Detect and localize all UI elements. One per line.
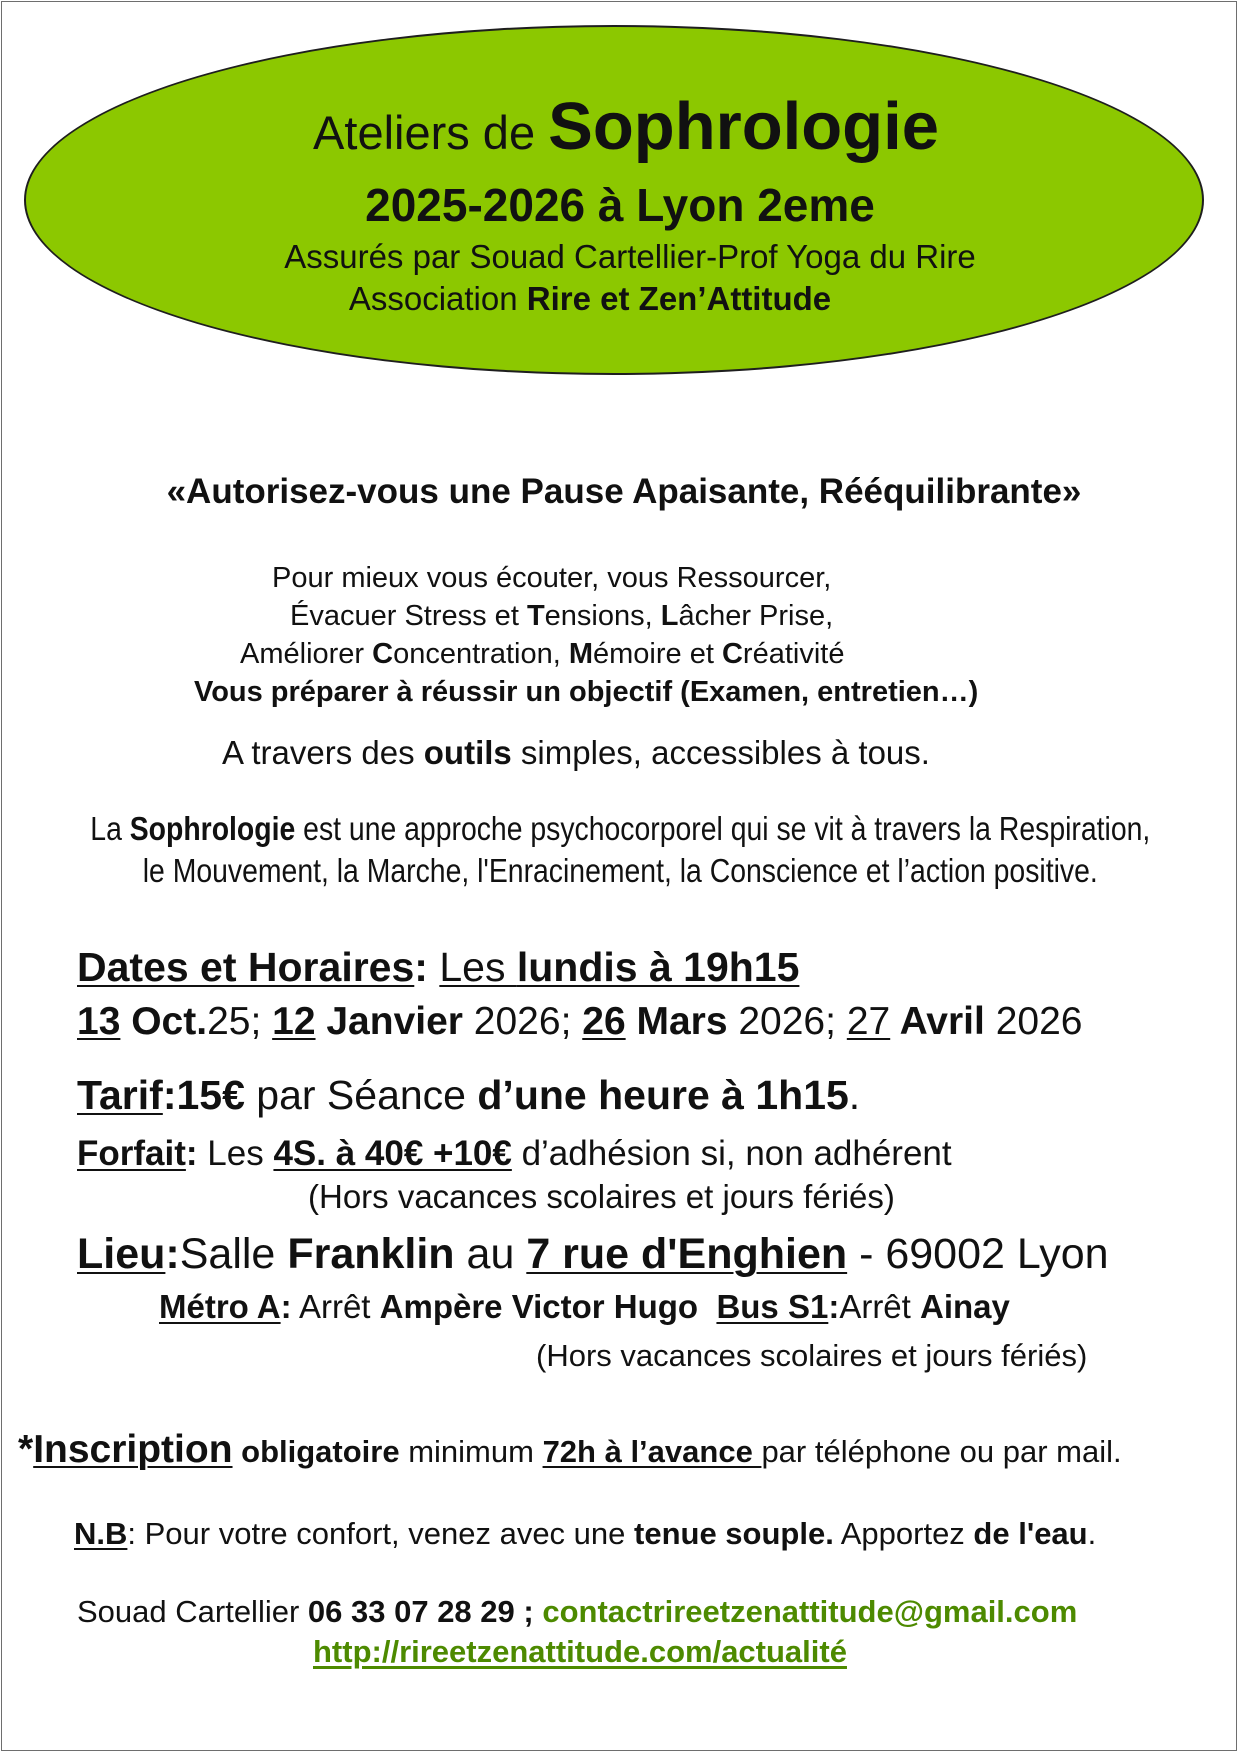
benefit-line-2 xyxy=(290,600,833,633)
date-month: Avril xyxy=(890,1000,985,1043)
date-number: 13 xyxy=(77,1000,121,1043)
benefit-line-3 xyxy=(240,638,844,671)
text: minimum xyxy=(399,1434,543,1469)
title-main: Sophrologie xyxy=(548,89,939,164)
text: âcher Prise, xyxy=(678,600,834,632)
text: M xyxy=(568,638,594,670)
text: par téléphone ou par mail. xyxy=(761,1434,1122,1469)
nb-line xyxy=(74,1516,1096,1552)
text: Arrêt xyxy=(839,1288,920,1325)
date-month: Oct. xyxy=(120,1000,208,1043)
inscription-label: Inscription xyxy=(33,1428,233,1471)
text: au xyxy=(454,1230,527,1278)
benefit-line-1: Pour mieux vous écouter, vous Ressourcer, xyxy=(272,562,832,594)
inscription-line xyxy=(18,1428,1122,1472)
text xyxy=(698,1288,716,1325)
nb-label: N.B xyxy=(74,1516,128,1551)
text: : xyxy=(162,1072,177,1118)
tarif-line xyxy=(77,1072,860,1119)
text: 2026 xyxy=(984,1000,1083,1043)
bus-label: Bus S1 xyxy=(716,1288,829,1325)
text: réativité xyxy=(742,638,845,670)
text: le Mouvement, la Marche, l'Enracinement, la Conscience et l’action positive. xyxy=(142,852,1098,889)
text: 2026; xyxy=(727,1000,847,1043)
text: : xyxy=(280,1288,292,1325)
metro-stop: Ampère Victor Hugo xyxy=(379,1288,699,1325)
lieu-note: (Hors vacances scolaires et jours fériés) xyxy=(536,1338,1088,1373)
contact-name: Souad Cartellier xyxy=(77,1594,308,1629)
date-number: 27 xyxy=(846,1000,891,1043)
bus-stop: Ainay xyxy=(920,1288,1010,1325)
text: tenue souple. xyxy=(634,1516,834,1551)
tarif-duration: d’une heure à 1h15 xyxy=(477,1072,849,1118)
forfait-line xyxy=(77,1134,952,1174)
text: Évacuer Stress et xyxy=(290,600,527,632)
text: est une approche psychocorporel qui se vit à travers la Respiration, xyxy=(294,810,1151,847)
text: 25; xyxy=(207,1000,273,1043)
association-prefix: Association xyxy=(348,280,518,317)
tools-line xyxy=(222,734,930,772)
text: A travers des xyxy=(222,734,424,771)
dates-day: lundis à 19h15 xyxy=(516,944,800,990)
text: d’adhésion si, non adhérent xyxy=(511,1134,952,1173)
text: de l'eau xyxy=(973,1516,1088,1551)
forfait-note: (Hors vacances scolaires et jours fériés) xyxy=(308,1178,895,1215)
text: : xyxy=(414,944,428,990)
text: 2026; xyxy=(462,1000,583,1043)
tarif-price: 15€ xyxy=(176,1072,245,1118)
dates-list xyxy=(77,1000,1082,1044)
definition-line-1 xyxy=(0,810,1240,848)
text: : xyxy=(828,1288,840,1325)
dates-heading xyxy=(77,944,799,991)
contact-email-link[interactable]: contactrireetzenattitude@gmail.com xyxy=(542,1594,1078,1629)
text: obligatoire xyxy=(232,1434,400,1469)
text: . xyxy=(848,1072,861,1118)
text: : Pour votre confort, venez avec une xyxy=(127,1516,635,1551)
lieu-label: Lieu xyxy=(77,1230,166,1278)
text: T xyxy=(526,600,545,632)
lieu-line xyxy=(77,1230,1109,1279)
lieu-hall: Franklin xyxy=(287,1230,455,1278)
tagline: «Autorisez-vous une Pause Apaisante, Rééquilibrante» xyxy=(166,472,1082,511)
transport-line xyxy=(159,1288,1010,1326)
text: Les xyxy=(197,1134,274,1173)
text: émoire et xyxy=(593,638,722,670)
text: - 69002 Lyon xyxy=(847,1230,1109,1278)
text: Apportez xyxy=(833,1516,974,1551)
text: L xyxy=(660,600,679,632)
text: La xyxy=(89,810,130,847)
lieu-street: 7 rue d'Enghien xyxy=(526,1230,848,1278)
date-month: Janvier xyxy=(315,1000,463,1043)
date-month: Mars xyxy=(625,1000,728,1043)
date-number: 26 xyxy=(582,1000,626,1043)
website-link[interactable]: http://rireetzenattitude.com/actualité xyxy=(313,1634,847,1669)
text: : xyxy=(185,1134,198,1173)
text: : xyxy=(165,1230,180,1278)
text: C xyxy=(372,638,394,670)
association-name: Rire et Zen’Attitude xyxy=(526,280,832,317)
page-subtitle: 2025-2026 à Lyon 2eme xyxy=(365,179,875,231)
metro-label: Métro A xyxy=(159,1288,281,1325)
tarif-label: Tarif xyxy=(77,1072,163,1118)
text: oncentration, xyxy=(393,638,569,670)
text: Améliorer xyxy=(240,638,373,670)
date-number: 12 xyxy=(272,1000,316,1043)
association-line xyxy=(0,280,1240,318)
text: par Séance xyxy=(244,1072,478,1118)
text: simples, accessibles à tous. xyxy=(511,734,930,771)
text: Arrêt xyxy=(291,1288,380,1325)
website-line xyxy=(313,1634,847,1670)
text: Les xyxy=(439,944,517,990)
benefit-line-4: Vous préparer à réussir un objectif (Examen, entretien…) xyxy=(194,676,979,708)
text: ensions, xyxy=(544,600,661,632)
forfait-label: Forfait xyxy=(77,1134,186,1173)
page-title xyxy=(12,88,1240,165)
text: Salle xyxy=(179,1230,288,1278)
definition-line-2 xyxy=(0,852,1240,890)
forfait-deal: 4S. à 40€ +10€ xyxy=(273,1134,512,1173)
dates-label: Dates et Horaires xyxy=(77,944,415,990)
text: outils xyxy=(423,734,512,771)
inscription-delay: 72h à l’avance xyxy=(542,1434,762,1469)
text: Sophrologie xyxy=(129,810,295,847)
text: . xyxy=(1087,1516,1097,1551)
by-line: Assurés par Souad Cartellier-Prof Yoga du Rire xyxy=(284,238,976,275)
text: * xyxy=(18,1428,34,1471)
contact-phone: 06 33 07 28 29 ; xyxy=(307,1594,534,1629)
contact-line xyxy=(77,1594,1077,1630)
title-prefix: Ateliers de xyxy=(313,106,536,159)
text: C xyxy=(721,638,743,670)
